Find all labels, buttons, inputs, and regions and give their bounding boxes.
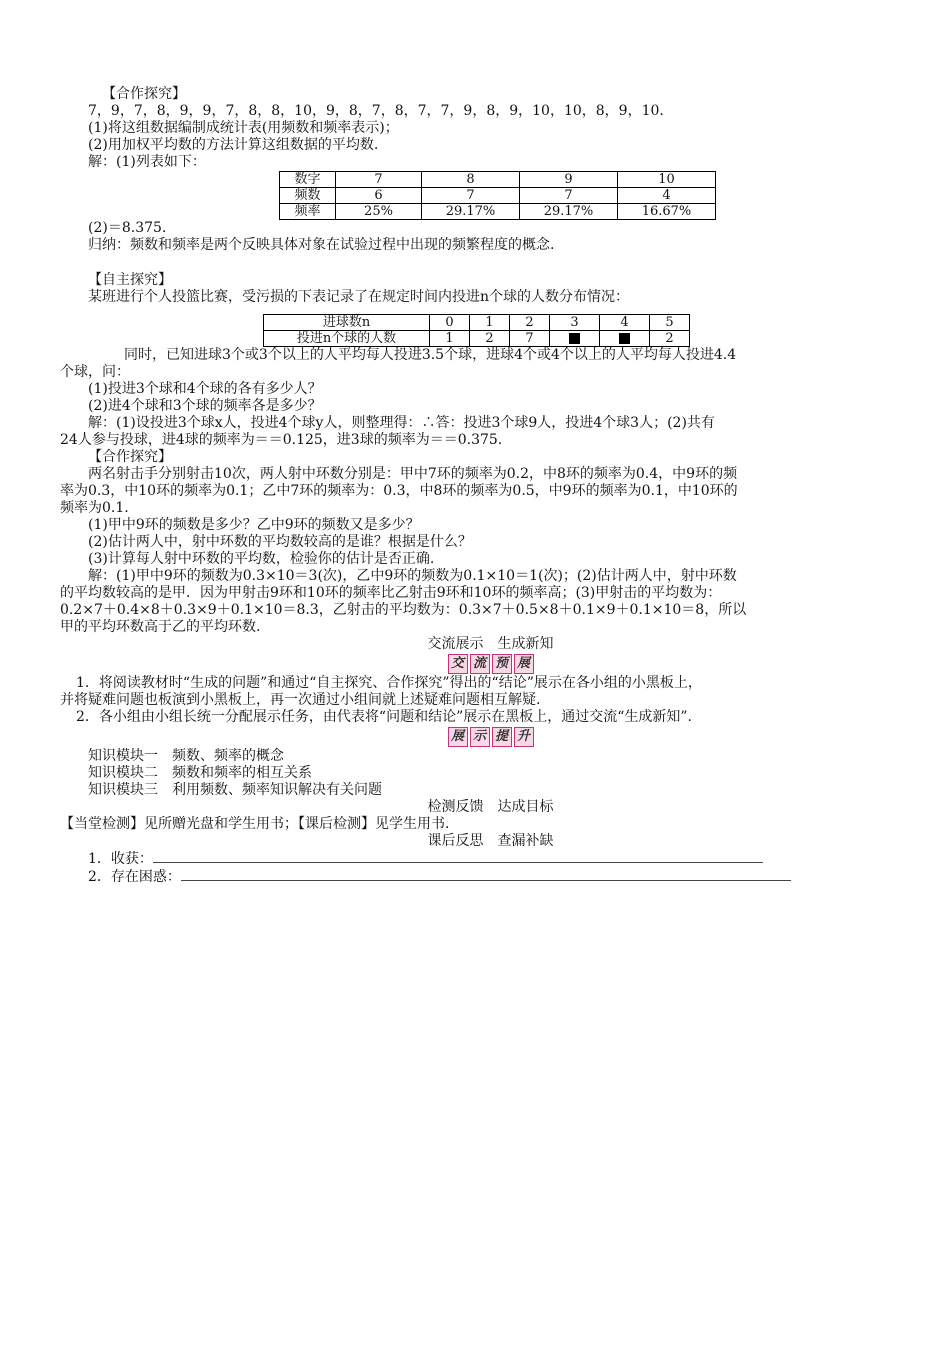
knowledge-module-2: 知识模块二 频数和频率的相互关系 xyxy=(88,765,312,781)
coop1-question-2: (2)用加权平均数的方法计算这组数据的平均数. xyxy=(88,137,379,153)
smudge-square-icon xyxy=(569,333,580,344)
smudged-cell xyxy=(600,331,650,347)
table-cell: 3 xyxy=(550,315,600,331)
reflect-title: 课后反思 查漏补缺 xyxy=(427,833,554,849)
table-cell: 频数 xyxy=(280,188,336,204)
table-cell: 7 xyxy=(520,188,618,204)
smudged-cell xyxy=(550,331,600,347)
table-cell: 进球数n xyxy=(264,315,430,331)
table-cell: 投进n个球的人数 xyxy=(264,331,430,347)
confusion-blank-line[interactable] xyxy=(181,868,791,881)
table-cell: 1 xyxy=(470,315,510,331)
test-title: 检测反馈 达成目标 xyxy=(427,799,554,815)
banner-char: 示 xyxy=(470,727,490,747)
coop2-paragraph-line-1: 两名射击手分别射击10次，两人射中环数分别是：甲中7环的频率为0.2，中8环的频率为0.4，中9环的频 xyxy=(88,466,738,482)
table-row xyxy=(280,204,716,220)
reflect-confusion-row xyxy=(88,868,893,886)
knowledge-module-1: 知识模块一 频数、频率的概念 xyxy=(88,748,284,764)
banner-char: 展 xyxy=(514,654,534,674)
smudge-square-icon xyxy=(619,333,630,344)
exchange-title: 交流展示 生成新知 xyxy=(427,636,554,652)
basketball-table xyxy=(263,314,690,347)
test-line: 【当堂检测】见所赠光盘和学生用书；【课后检测】见学生用书. xyxy=(60,816,450,832)
coop1-data-line: 7，9，7，8，9，9，7，8，8，10，9，8，7，8，7，7，9，8，9，10，10，8，9，10. xyxy=(88,103,664,119)
table-cell: 0 xyxy=(430,315,470,331)
table-cell: 7 xyxy=(336,172,422,188)
table-cell: 29.17% xyxy=(422,204,520,220)
self1-solution-line-2: 24人参与投球，进4球的频率为＝＝0.125，进3球的频率为＝＝0.375. xyxy=(60,432,503,448)
exchange-item-1-line-2: 并将疑难问题也板演到小黑板上，再一次通过小组间就上述疑难问题相互解疑. xyxy=(60,692,541,708)
table-cell: 6 xyxy=(336,188,422,204)
frequency-table xyxy=(279,171,716,220)
coop2-solution-line-1: 解：(1)甲中9环的频数为0.3×10＝3(次)，乙中9环的频数为0.1×10＝1(次)；(2)估计两人中，射中环数 xyxy=(88,568,737,584)
table-cell: 2 xyxy=(510,315,550,331)
coop1-question-1: (1)将这组数据编制成统计表(用频数和频率表示)； xyxy=(88,120,399,136)
coop2-paragraph-line-3: 频率为0.1. xyxy=(60,500,129,516)
table-cell: 7 xyxy=(422,188,520,204)
coop2-question-2: (2)估计两人中，射中环数的平均数较高的是谁？根据是什么？ xyxy=(88,534,472,550)
reflect-confusion-label: 2．存在困惑： xyxy=(88,869,181,885)
table-row xyxy=(264,315,690,331)
banner-char: 交 xyxy=(448,654,468,674)
exchange-item-2: 2．各小组由小组长统一分配展示任务，由代表将“问题和结论”展示在黑板上，通过交流“生成新知”. xyxy=(76,709,692,725)
coop2-heading: 【合作探究】 xyxy=(88,449,172,465)
knowledge-module-3: 知识模块三 利用频数、频率知识解决有关问题 xyxy=(88,782,382,798)
banner-exchange-preview xyxy=(88,653,893,675)
coop2-question-1: (1)甲中9环的频数是多少？乙中9环的频数又是多少？ xyxy=(88,517,420,533)
coop2-question-3: (3)计算每人射中环数的平均数，检验你的估计是否正确. xyxy=(88,551,435,567)
self1-paragraph-line-1: 同时，已知进球3个或3个以上的人平均每人投进3.5个球，进球4个或4个以上的人平均每人投进4.4 xyxy=(124,347,737,363)
self1-question-2: (2)进4个球和3个球的频率各是多少？ xyxy=(88,398,322,414)
table-cell: 8 xyxy=(422,172,520,188)
coop1-heading: 【合作探究】 xyxy=(102,86,186,102)
table-cell: 1 xyxy=(430,331,470,347)
table-cell: 5 xyxy=(650,315,690,331)
coop1-answer-2: (2)＝8.375. xyxy=(88,220,167,236)
table-cell: 2 xyxy=(650,331,690,347)
table-row xyxy=(280,172,716,188)
banner-char: 升 xyxy=(514,727,534,747)
table-cell: 4 xyxy=(600,315,650,331)
table-cell: 16.67% xyxy=(618,204,716,220)
table-row xyxy=(280,188,716,204)
banner-char: 提 xyxy=(492,727,512,747)
table-row xyxy=(264,331,690,347)
self1-intro: 某班进行个人投篮比赛，受污损的下表记录了在规定时间内投进n个球的人数分布情况： xyxy=(88,289,630,305)
page-content xyxy=(60,86,893,886)
coop1-summary: 归纳：频数和频率是两个反映具体对象在试验过程中出现的频繁程度的概念. xyxy=(88,237,555,253)
self1-paragraph-line-2: 个球，问： xyxy=(60,364,130,380)
coop1-solution-intro: 解：(1)列表如下： xyxy=(88,154,206,170)
coop2-paragraph-line-2: 率为0.3，中10环的频率为0.1；乙中7环的频率为：0.3，中8环的频率为0.5，中9环的频率为0.1，中10环的 xyxy=(60,483,738,499)
exchange-item-1-line-1: 1．将阅读教材时“生成的问题”和通过“自主探究、合作探究”得出的“结论”展示在各小组的小黑板上， xyxy=(76,675,702,691)
coop2-solution-line-3: 0.2×7＋0.4×8＋0.3×9＋0.1×10＝8.3，乙射击的平均数为：0.3×7＋0.5×8＋0.1×9＋0.1×10＝8，所以 xyxy=(60,602,747,618)
table-cell: 29.17% xyxy=(520,204,618,220)
coop2-solution-line-4: 甲的平均环数高于乙的平均环数. xyxy=(60,619,261,635)
banner-char: 流 xyxy=(470,654,490,674)
table-cell: 9 xyxy=(520,172,618,188)
banner-display-improve xyxy=(88,726,893,748)
table-cell: 10 xyxy=(618,172,716,188)
reflect-harvest-row xyxy=(88,850,893,868)
self1-question-1: (1)投进3个球和4个球的各有多少人？ xyxy=(88,381,322,397)
table-cell: 数字 xyxy=(280,172,336,188)
table-cell: 频率 xyxy=(280,204,336,220)
reflect-harvest-label: 1．收获： xyxy=(88,851,153,867)
table-cell: 4 xyxy=(618,188,716,204)
self1-solution-line-1: 解：(1)设投进3个球x人，投进4个球y人，则整理得：∴答：投进3个球9人，投进4个球3人；(2)共有 xyxy=(88,415,715,431)
harvest-blank-line[interactable] xyxy=(153,850,763,863)
table-cell: 7 xyxy=(510,331,550,347)
banner-char: 预 xyxy=(492,654,512,674)
self1-heading: 【自主探究】 xyxy=(88,272,172,288)
table-cell: 25% xyxy=(336,204,422,220)
banner-char: 展 xyxy=(448,727,468,747)
table-cell: 2 xyxy=(470,331,510,347)
coop2-solution-line-2: 的平均数较高的是甲．因为甲射击9环和10环的频率比乙射击9环和10环的频率高；(3)甲射击的平均数为： xyxy=(60,585,722,601)
